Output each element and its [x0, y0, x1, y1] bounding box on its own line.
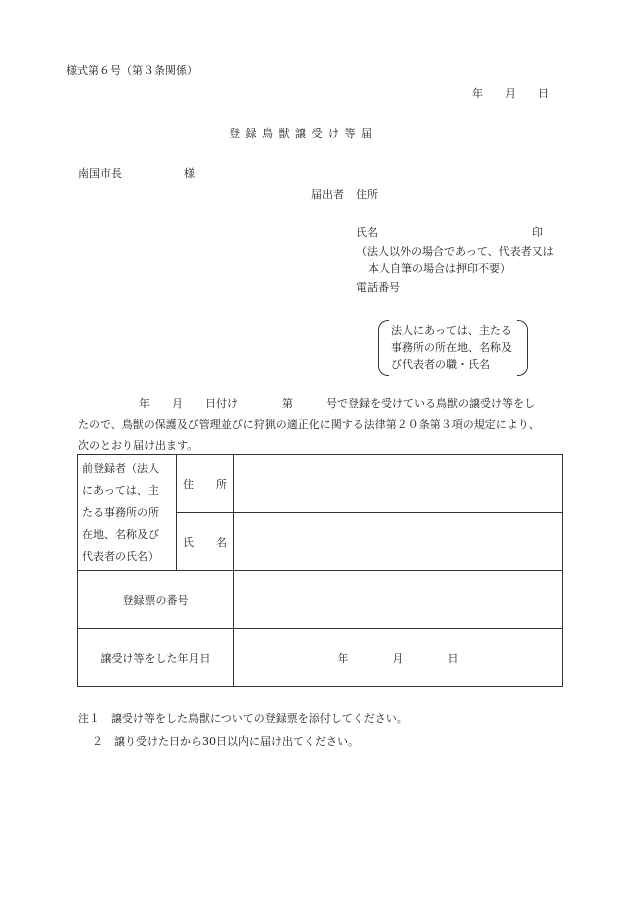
name-label-cell — [177, 513, 234, 571]
table-row — [78, 629, 563, 687]
addressee-name: 南国市長 — [78, 167, 122, 180]
prev-registrant-line-4: 在地、名称及び — [82, 527, 159, 541]
reg-number-label-cell — [78, 571, 234, 629]
applicant-name-label: 氏名 — [356, 226, 378, 239]
transfer-date-value-cell[interactable] — [234, 629, 563, 687]
table-row — [78, 571, 563, 629]
form-number: 様式第６号（第３条関係） — [66, 64, 198, 77]
address-label: 住 所 — [183, 477, 227, 491]
seal-note-line-2: 本人自筆の場合は押印不要） — [368, 262, 511, 275]
note-1: 注１ 譲受け等をした鳥獣についての登録票を添付してください。 — [78, 712, 408, 725]
body-line-1: 年 月 日付け 第 号で登録を受けている鳥獣の譲受け等をし — [139, 397, 535, 410]
corporate-note-line-2: 事務所の所在地、名称及 — [391, 341, 512, 354]
transfer-date-label-cell — [78, 629, 234, 687]
name-value-cell[interactable] — [234, 513, 563, 571]
note-2: ２ 譲り受けた日から30日以内に届け出てください。 — [92, 735, 359, 748]
addressee-honorific: 様 — [184, 167, 195, 180]
name-label: 氏 名 — [183, 535, 227, 549]
transfer-date-label: 譲受け等をした年月日 — [100, 651, 211, 665]
date-line: 年 月 日 — [472, 87, 549, 100]
corporate-note-line-3: び代表者の職・氏名 — [391, 358, 490, 371]
prev-registrant-line-2: にあっては、主 — [82, 483, 159, 497]
seal-label: 印 — [532, 226, 543, 239]
address-label-cell — [177, 455, 234, 513]
prev-registrant-line-3: たる事務所の所 — [82, 505, 159, 519]
left-bracket — [378, 320, 389, 376]
applicant-address-label: 住所 — [356, 188, 378, 201]
address-value-cell[interactable] — [234, 455, 563, 513]
prev-registrant-label — [78, 455, 177, 571]
page-title: 登 録 鳥 獣 譲 受 け 等 届 — [229, 127, 373, 140]
seal-note-line-1: （法人以外の場合であって、代表者又は — [356, 245, 554, 258]
reg-number-value-cell[interactable] — [234, 571, 563, 629]
applicant-label: 届出者 — [311, 188, 344, 201]
corporate-note-bracket — [378, 320, 528, 374]
right-bracket — [517, 320, 528, 376]
transfer-form-table — [77, 454, 563, 687]
reg-number-label: 登録票の番号 — [122, 593, 189, 607]
body-line-3: 次のとおり届け出ます。 — [78, 439, 199, 452]
prev-registrant-line-5: 代表者の氏名） — [82, 549, 159, 563]
corporate-note-line-1: 法人にあっては、主たる — [391, 324, 512, 337]
table-row — [78, 455, 563, 513]
phone-label: 電話番号 — [356, 281, 400, 294]
transfer-date-value: 年 月 日 — [337, 651, 459, 665]
prev-registrant-line-1: 前登録者（法人 — [82, 461, 159, 475]
body-line-2: たので、鳥獣の保護及び管理並びに狩猟の適正化に関する法律第２０条第３項の規定により、 — [78, 418, 540, 431]
corporate-note-text — [391, 322, 512, 373]
